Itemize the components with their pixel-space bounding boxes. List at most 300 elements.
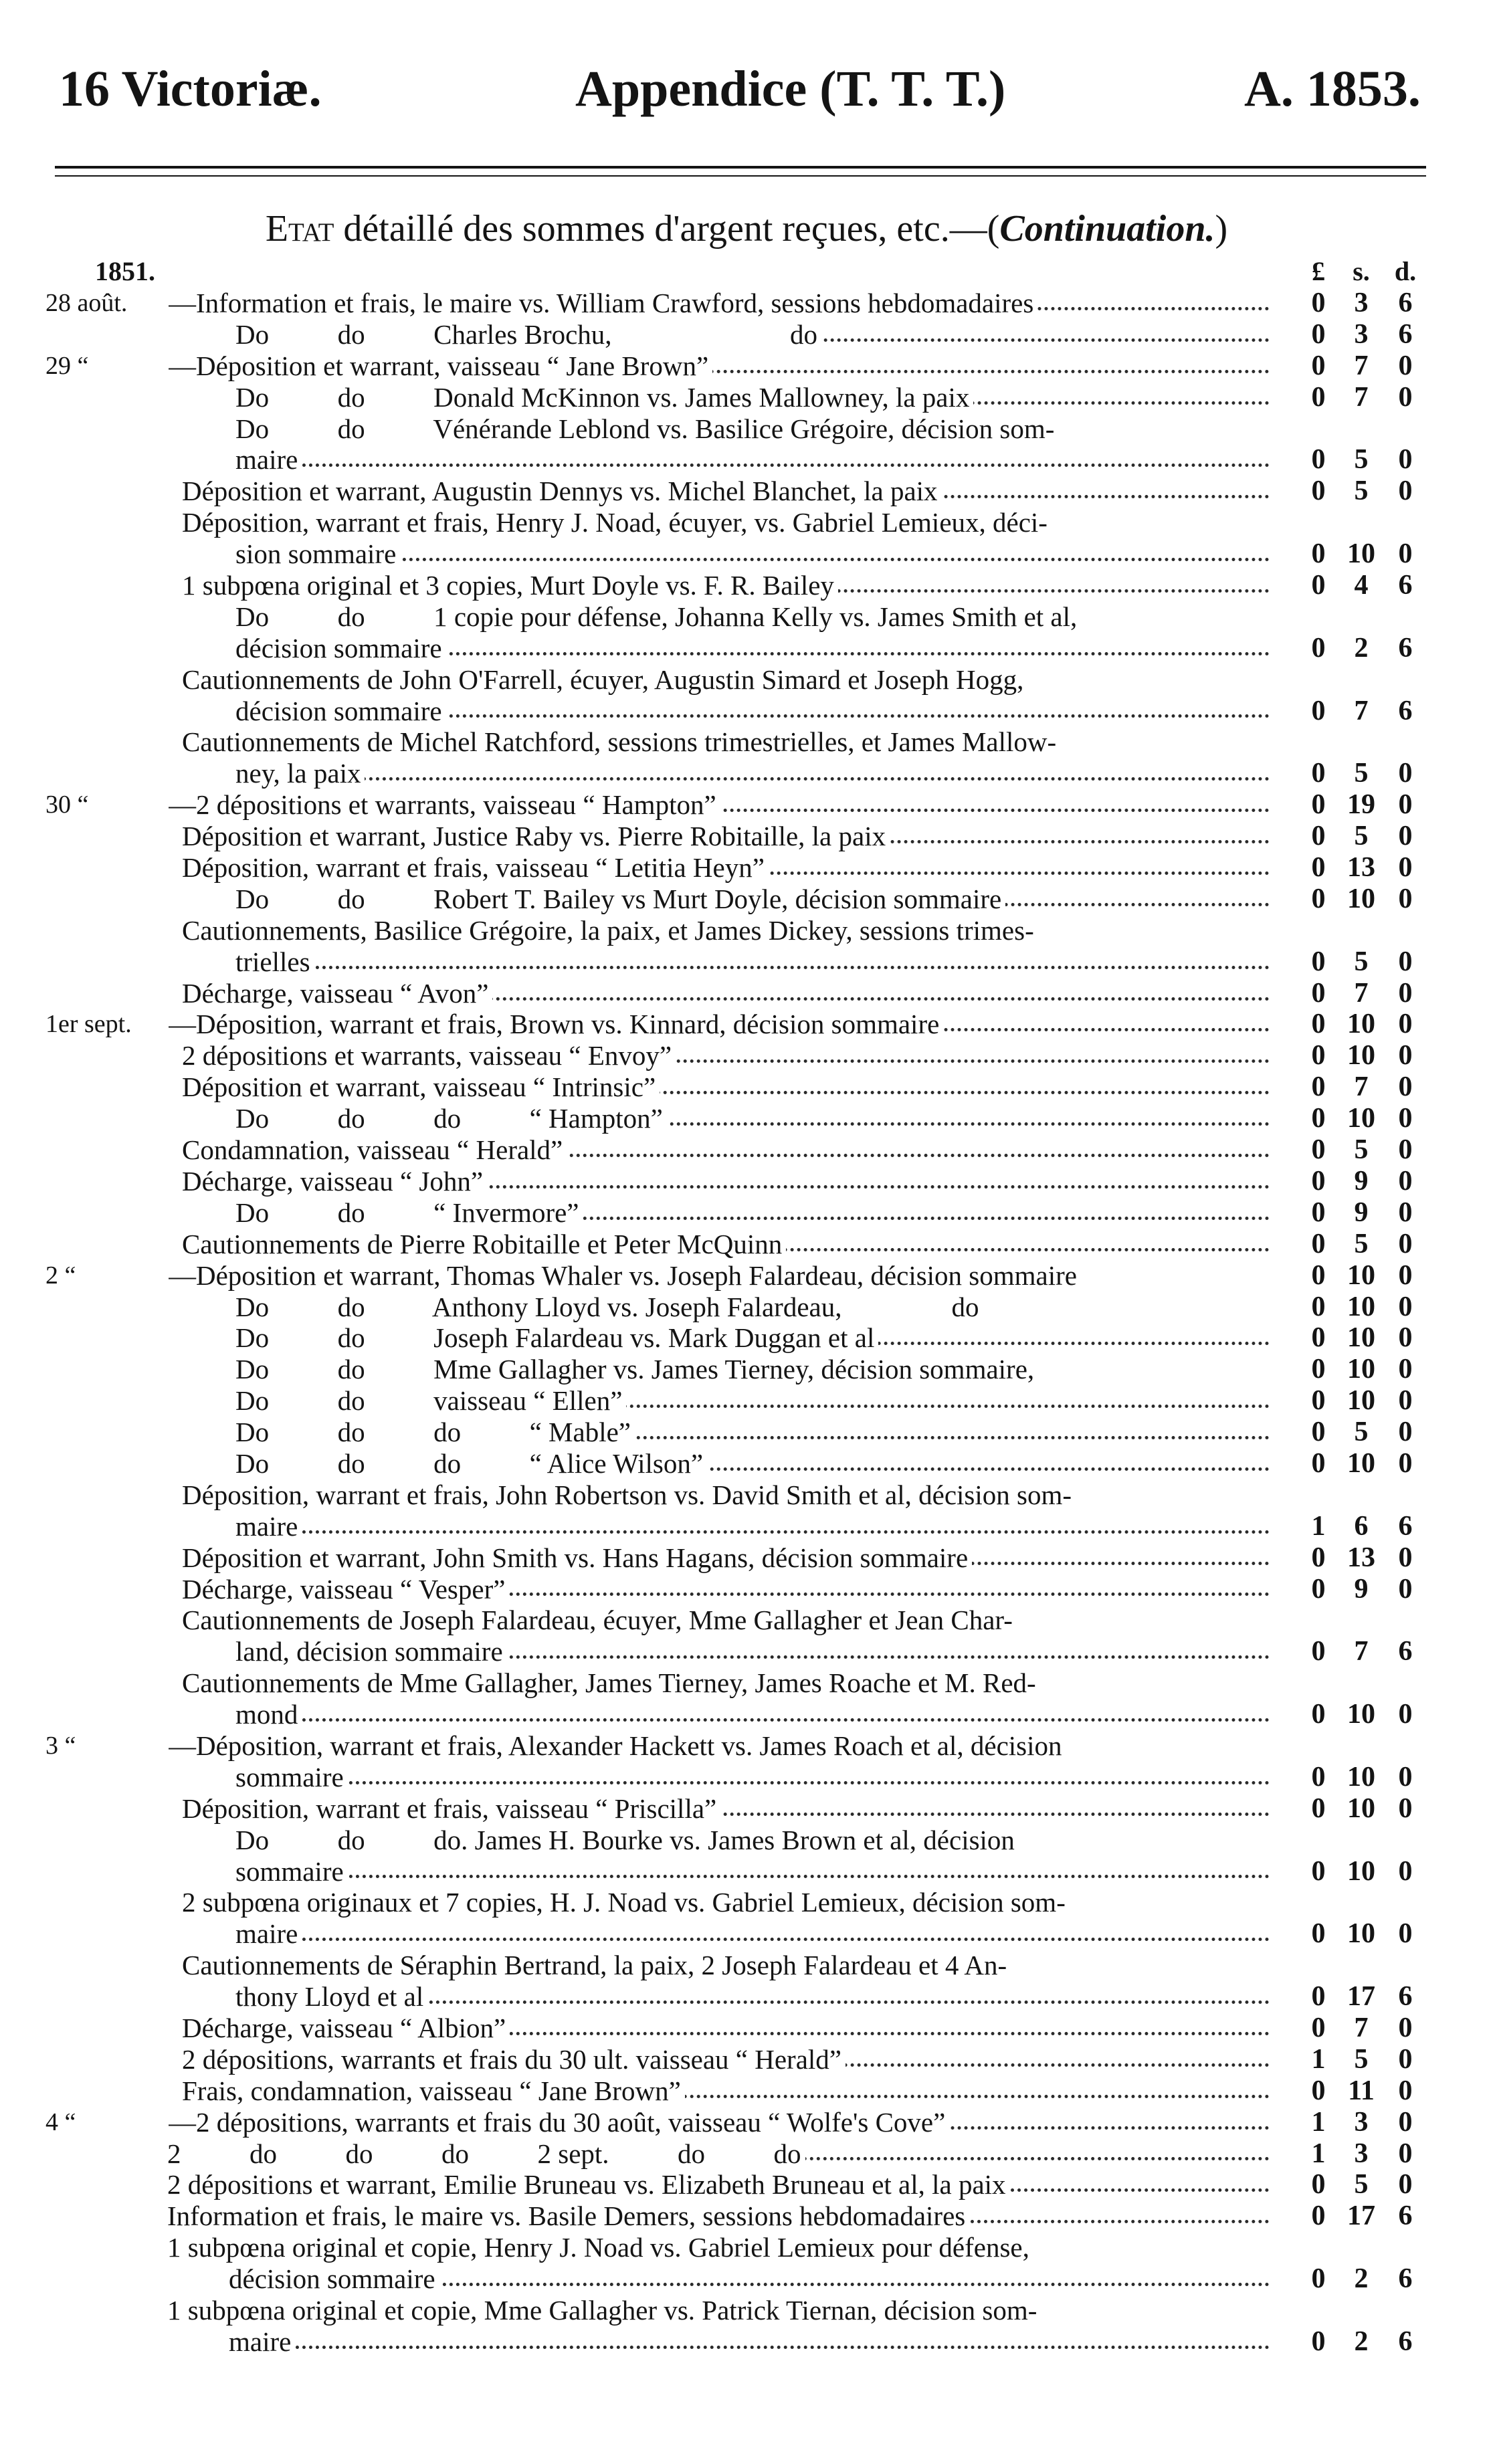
row-pounds: 0 <box>1311 2326 1326 2357</box>
row-description <box>235 633 1272 664</box>
row-pence: 0 <box>1398 2169 1413 2200</box>
row-shillings: 10 <box>1347 1761 1375 1792</box>
row-pence: 0 <box>1398 1259 1413 1291</box>
row-description-text: sion sommaire <box>235 538 400 569</box>
row-pence: 6 <box>1398 2326 1413 2357</box>
year-label: 1851. <box>95 256 155 286</box>
row-shillings: 10 <box>1347 1354 1375 1385</box>
row-description-text: Cautionnements de Mme Gallagher, James Tierney, James Roache et M. Red- <box>182 1667 1040 1698</box>
row-description <box>235 1918 1272 1950</box>
row-pounds: 0 <box>1311 1447 1326 1479</box>
pounds-header: £ <box>1312 256 1325 286</box>
ledger-row <box>0 601 1493 633</box>
row-description-text: Cautionnements de Michel Ratchford, sessions trimestrielles, et James Mallow- <box>182 726 1060 757</box>
row-pence: 0 <box>1398 2106 1413 2138</box>
ledger-row <box>0 1636 1493 1667</box>
row-description <box>235 1448 1272 1479</box>
ledger-row <box>0 2107 1493 2138</box>
row-shillings: 5 <box>1354 2169 1369 2200</box>
row-shillings: 17 <box>1347 1981 1375 2013</box>
row-pence: 0 <box>1398 1291 1413 1322</box>
row-description <box>235 884 1272 915</box>
ledger-row <box>0 2169 1493 2200</box>
row-pounds: 0 <box>1311 444 1326 476</box>
row-description-text: Do do do “ Alice Wilson” <box>235 1448 707 1479</box>
ledger-row <box>0 444 1493 476</box>
ledger-row <box>0 2295 1493 2326</box>
ledger-row <box>0 1448 1493 1479</box>
row-shillings: 10 <box>1347 1699 1375 1730</box>
ledger-row <box>0 382 1493 413</box>
row-shillings: 5 <box>1354 821 1369 852</box>
row-description <box>169 1009 1272 1040</box>
row-description <box>235 319 1272 350</box>
row-shillings: 10 <box>1347 538 1375 570</box>
ledger-row <box>0 1322 1493 1354</box>
row-pounds: 1 <box>1311 2138 1326 2169</box>
row-date: 2 “ <box>45 1261 76 1290</box>
ledger-row <box>0 1542 1493 1574</box>
column-headers <box>0 255 1493 288</box>
row-description-text: trielles <box>235 946 314 977</box>
row-pence: 6 <box>1398 2200 1413 2232</box>
row-description <box>182 1574 1272 1605</box>
row-pence: 0 <box>1398 381 1413 413</box>
row-pounds: 0 <box>1311 1573 1326 1605</box>
row-description-text: —Déposition et warrant, vaisseau “ Jane Brown” <box>169 350 712 381</box>
row-description <box>182 2013 1272 2044</box>
row-description <box>167 2138 1272 2170</box>
ledger-row <box>0 1981 1493 2013</box>
row-shillings: 10 <box>1347 1447 1375 1479</box>
ledger-row <box>0 538 1493 570</box>
row-description-text: land, décision sommaire <box>235 1636 507 1667</box>
row-pence: 6 <box>1398 1981 1413 2013</box>
row-description-text: Déposition et warrant, John Smith vs. Hans Hagans, décision sommaire <box>182 1542 972 1573</box>
row-pence: 0 <box>1398 1228 1413 1259</box>
row-description <box>235 1762 1272 1793</box>
row-shillings: 5 <box>1354 1228 1369 1259</box>
row-pounds: 0 <box>1311 977 1326 1009</box>
row-pounds: 0 <box>1311 1981 1326 2013</box>
row-shillings: 7 <box>1354 695 1369 726</box>
row-pence: 0 <box>1398 1447 1413 1479</box>
row-description <box>235 758 1272 789</box>
row-shillings: 5 <box>1354 444 1369 476</box>
ledger-row <box>0 633 1493 664</box>
title-lead: Etat <box>265 208 334 249</box>
ledger-row <box>0 1292 1493 1323</box>
ledger-row <box>0 288 1493 319</box>
row-pence: 0 <box>1398 2138 1413 2169</box>
row-shillings: 10 <box>1347 1103 1375 1134</box>
row-pounds: 0 <box>1311 946 1326 977</box>
ledger-row <box>0 1950 1493 1981</box>
row-pounds: 0 <box>1311 1542 1326 1573</box>
row-description <box>182 570 1272 601</box>
ledger-row <box>0 946 1493 978</box>
row-description <box>169 1730 1272 1762</box>
row-pounds: 0 <box>1311 821 1326 852</box>
ledger-row <box>0 507 1493 538</box>
header-rule-thin <box>55 175 1426 177</box>
row-description <box>235 696 1272 727</box>
ledger-row <box>0 1385 1493 1417</box>
row-description <box>235 1417 1272 1448</box>
row-shillings: 10 <box>1347 1291 1375 1322</box>
row-description-text: 1 subpœna original et copie, Mme Gallagher vs. Patrick Tiernan, décision som- <box>167 2295 1041 2326</box>
row-pounds: 0 <box>1311 1228 1326 1259</box>
row-description <box>182 476 1272 507</box>
row-pounds: 0 <box>1311 1134 1326 1166</box>
row-pounds: 0 <box>1311 381 1326 413</box>
row-pounds: 0 <box>1311 318 1326 350</box>
row-shillings: 9 <box>1354 1165 1369 1197</box>
row-pounds: 0 <box>1311 1040 1326 1071</box>
row-description <box>167 2169 1272 2200</box>
row-description <box>182 726 1272 758</box>
row-pence: 6 <box>1398 1510 1413 1542</box>
row-pence: 0 <box>1398 758 1413 789</box>
row-description <box>235 1981 1272 2013</box>
row-pence: 0 <box>1398 2075 1413 2106</box>
row-pence: 6 <box>1398 695 1413 726</box>
row-date: 28 août. <box>45 289 128 317</box>
row-shillings: 3 <box>1354 2138 1369 2169</box>
row-shillings: 10 <box>1347 1385 1375 1417</box>
row-description-text: 1 subpœna original et 3 copies, Murt Doyle vs. F. R. Bailey <box>182 570 838 601</box>
row-pounds: 0 <box>1311 1291 1326 1322</box>
row-description <box>167 2232 1272 2263</box>
row-pounds: 0 <box>1311 632 1326 663</box>
row-description <box>182 915 1272 946</box>
row-description-text: Déposition, warrant et frais, Henry J. Noad, écuyer, vs. Gabriel Lemieux, déci- <box>182 507 1052 538</box>
row-shillings: 6 <box>1354 1510 1369 1542</box>
row-shillings: 13 <box>1347 852 1375 884</box>
pence-header: d. <box>1394 256 1417 286</box>
row-description-text: Décharge, vaisseau “ John” <box>182 1166 487 1197</box>
row-shillings: 3 <box>1354 288 1369 318</box>
row-shillings: 10 <box>1347 1009 1375 1040</box>
row-description <box>182 1479 1272 1511</box>
row-description-text: sommaire <box>235 1856 348 1887</box>
row-pence: 6 <box>1398 632 1413 663</box>
row-description-text: 2 subpœna originaux et 7 copies, H. J. Noad vs. Gabriel Lemieux, décision som- <box>182 1887 1070 1918</box>
row-description-text: 2 dépositions et warrants, vaisseau “ Envoy” <box>182 1040 676 1071</box>
row-pounds: 0 <box>1311 695 1326 726</box>
ledger-row <box>0 1762 1493 1793</box>
row-pence: 0 <box>1398 1009 1413 1040</box>
ledger-row <box>0 1354 1493 1385</box>
row-pounds: 0 <box>1311 1699 1326 1730</box>
row-pounds: 0 <box>1311 2012 1326 2043</box>
row-description-text: Do do Charles Brochu, do <box>235 319 821 350</box>
header-left: 16 Victoriæ. <box>59 61 322 117</box>
row-description <box>182 1166 1272 1197</box>
row-description-text: décision sommaire <box>229 2263 439 2294</box>
row-pence: 0 <box>1398 1165 1413 1197</box>
ledger-row <box>0 884 1493 915</box>
row-pounds: 0 <box>1311 1761 1326 1792</box>
row-description <box>169 288 1272 319</box>
ledger-row <box>0 1071 1493 1103</box>
row-pounds: 0 <box>1311 1165 1326 1197</box>
row-shillings: 5 <box>1354 476 1369 507</box>
row-pence: 0 <box>1398 444 1413 476</box>
row-pence: 6 <box>1398 570 1413 601</box>
ledger-row <box>0 821 1493 852</box>
row-description <box>229 2326 1272 2358</box>
row-pence: 0 <box>1398 883 1413 914</box>
row-description-text: Cautionnements de Séraphin Bertrand, la paix, 2 Joseph Falardeau et 4 An- <box>182 1950 1011 1980</box>
row-pounds: 0 <box>1311 1197 1326 1228</box>
row-pounds: 0 <box>1311 852 1326 884</box>
row-description-text: mond <box>235 1699 302 1730</box>
row-pence: 0 <box>1398 1103 1413 1134</box>
row-description-text: Déposition, warrant et frais, vaisseau “ Priscilla” <box>182 1793 720 1824</box>
ledger-row <box>0 1260 1493 1292</box>
ledger-row <box>0 319 1493 350</box>
row-pence: 6 <box>1398 318 1413 350</box>
row-shillings: 9 <box>1354 1573 1369 1605</box>
row-pence: 0 <box>1398 1134 1413 1166</box>
row-shillings: 10 <box>1347 1259 1375 1291</box>
ledger-row <box>0 1793 1493 1825</box>
row-shillings: 7 <box>1354 2012 1369 2043</box>
row-pence: 0 <box>1398 2012 1413 2043</box>
row-pounds: 0 <box>1311 883 1326 914</box>
row-description-text: maire <box>235 444 302 475</box>
row-description <box>182 1040 1272 1071</box>
row-pounds: 1 <box>1311 1510 1326 1542</box>
ledger-row <box>0 1040 1493 1071</box>
row-pounds: 0 <box>1311 1792 1326 1824</box>
running-header <box>0 0 1493 147</box>
row-description-text: 1 subpœna original et copie, Henry J. Noad vs. Gabriel Lemieux pour défense, <box>167 2232 1033 2263</box>
row-description-text: Décharge, vaisseau “ Avon” <box>182 978 492 1009</box>
row-pounds: 1 <box>1311 2106 1326 2138</box>
ledger-row <box>0 696 1493 727</box>
row-description <box>169 350 1272 382</box>
row-description-text: maire <box>229 2326 295 2357</box>
row-shillings: 19 <box>1347 789 1375 821</box>
row-description <box>235 1385 1272 1417</box>
row-shillings: 10 <box>1347 1918 1375 1950</box>
row-shillings: 9 <box>1354 1197 1369 1228</box>
row-shillings: 11 <box>1348 2075 1375 2106</box>
ledger-row <box>0 1229 1493 1260</box>
row-pounds: 0 <box>1311 1259 1326 1291</box>
row-description-text: Do do Vénérande Leblond vs. Basilice Grégoire, décision som- <box>235 413 1058 444</box>
row-description-text: 2 do do do 2 sept. do do <box>167 2138 805 2169</box>
row-description-text: 2 dépositions, warrants et frais du 30 ult. vaisseau “ Herald” <box>182 2044 845 2075</box>
row-description <box>182 507 1272 538</box>
row-description-text: décision sommaire <box>235 696 446 726</box>
row-pounds: 0 <box>1311 1636 1326 1667</box>
row-description-text: Do do vaisseau “ Ellen” <box>235 1385 626 1416</box>
row-description <box>182 852 1272 884</box>
row-description <box>182 1605 1272 1636</box>
row-description-text: 2 dépositions et warrant, Emilie Bruneau vs. Elizabeth Bruneau et al, la paix <box>167 2169 1010 2200</box>
row-pounds: 0 <box>1311 1009 1326 1040</box>
row-pounds: 0 <box>1311 2075 1326 2106</box>
row-description <box>182 1667 1272 1699</box>
row-description <box>235 382 1272 413</box>
row-description-text: Information et frais, le maire vs. Basile Demers, sessions hebdomadaires <box>167 2200 969 2231</box>
row-description-text: —Déposition et warrant, Thomas Whaler vs. Joseph Falardeau, décision sommaire <box>169 1260 1081 1291</box>
row-shillings: 3 <box>1354 318 1369 350</box>
row-pence: 6 <box>1398 2263 1413 2295</box>
row-pounds: 0 <box>1311 350 1326 381</box>
row-description <box>182 2044 1272 2075</box>
row-pounds: 1 <box>1311 2043 1326 2075</box>
row-date: 30 “ <box>45 791 89 819</box>
row-description <box>235 1292 1272 1323</box>
ledger-row <box>0 915 1493 946</box>
row-description <box>235 601 1272 633</box>
ledger-row <box>0 1825 1493 1856</box>
row-description <box>169 1260 1272 1292</box>
row-date: 4 “ <box>45 2108 76 2136</box>
row-description-text: thony Lloyd et al <box>235 1981 427 2012</box>
row-pence: 0 <box>1398 1417 1413 1448</box>
ledger-row <box>0 2263 1493 2295</box>
row-description <box>235 538 1272 570</box>
ledger-row <box>0 2044 1493 2075</box>
ledger-row <box>0 413 1493 445</box>
row-description-text: Déposition et warrant, Augustin Dennys vs. Michel Blanchet, la paix <box>182 476 942 506</box>
row-shillings: 5 <box>1354 946 1369 977</box>
ledger-row <box>0 1417 1493 1448</box>
row-description <box>169 789 1272 821</box>
ledger-row <box>0 1197 1493 1229</box>
row-description-text: Déposition, warrant et frais, John Robertson vs. David Smith et al, décision som- <box>182 1479 1076 1510</box>
title-continuation: Continuation. <box>999 208 1215 249</box>
ledger-row <box>0 2326 1493 2358</box>
row-pounds: 0 <box>1311 1855 1326 1887</box>
row-pence: 6 <box>1398 1636 1413 1667</box>
row-date: 1er sept. <box>45 1010 132 1039</box>
row-description-text: Décharge, vaisseau “ Albion” <box>182 2013 510 2043</box>
ledger-row <box>0 476 1493 507</box>
row-shillings: 2 <box>1354 632 1369 663</box>
row-pence: 0 <box>1398 1699 1413 1730</box>
row-shillings: 3 <box>1354 2106 1369 2138</box>
row-pounds: 0 <box>1311 1417 1326 1448</box>
row-pounds: 0 <box>1311 2169 1326 2200</box>
row-description-text: Décharge, vaisseau “ Vesper” <box>182 1574 509 1605</box>
row-shillings: 7 <box>1354 977 1369 1009</box>
row-description-text: Frais, condamnation, vaisseau “ Jane Brown” <box>182 2075 685 2106</box>
row-description-text: ney, la paix <box>235 758 365 789</box>
ledger-row <box>0 1479 1493 1511</box>
ledger-row <box>0 1103 1493 1134</box>
row-description <box>169 2107 1272 2138</box>
ledger-row <box>0 1667 1493 1699</box>
row-description <box>235 1197 1272 1229</box>
row-description <box>235 1636 1272 1667</box>
header-rule-thick <box>55 166 1426 169</box>
header-center: Appendice (T. T. T.) <box>575 61 1006 117</box>
row-description-text: Do do Robert T. Bailey vs Murt Doyle, décision sommaire <box>235 884 1005 914</box>
ledger-row <box>0 2138 1493 2170</box>
row-pence: 0 <box>1398 1385 1413 1417</box>
row-pounds: 0 <box>1311 1354 1326 1385</box>
row-description <box>182 1887 1272 1918</box>
row-pence: 0 <box>1398 1071 1413 1103</box>
row-description <box>235 1511 1272 1542</box>
row-shillings: 5 <box>1354 1134 1369 1166</box>
ledger-row <box>0 1856 1493 1887</box>
row-description <box>182 978 1272 1009</box>
row-pence: 0 <box>1398 821 1413 852</box>
row-pounds: 0 <box>1311 570 1326 601</box>
row-description-text: décision sommaire <box>235 633 446 663</box>
table-title <box>0 207 1493 250</box>
row-shillings: 4 <box>1354 570 1369 601</box>
row-shillings: 7 <box>1354 381 1369 413</box>
row-date: 3 “ <box>45 1731 76 1760</box>
row-description <box>182 1950 1272 1981</box>
row-description-text: Condamnation, vaisseau “ Herald” <box>182 1134 567 1165</box>
ledger-row <box>0 1699 1493 1730</box>
row-pence: 0 <box>1398 476 1413 507</box>
row-pence: 0 <box>1398 538 1413 570</box>
row-description-text: Do do Mme Gallagher vs. James Tierney, décision sommaire, <box>235 1354 1038 1384</box>
row-description <box>182 1071 1272 1103</box>
row-description-text: —Information et frais, le maire vs. William Crawford, sessions hebdomadaires <box>169 288 1037 318</box>
row-shillings: 10 <box>1347 883 1375 914</box>
ledger-row <box>0 1009 1493 1040</box>
row-description-text: —2 dépositions, warrants et frais du 30 août, vaisseau “ Wolfe's Cove” <box>169 2107 949 2138</box>
row-description-text: Cautionnements, Basilice Grégoire, la paix, et James Dickey, sessions trimes- <box>182 915 1038 946</box>
row-description-text: Do do 1 copie pour défense, Johanna Kelly vs. James Smith et al, <box>235 601 1081 632</box>
row-pence: 0 <box>1398 1040 1413 1071</box>
row-shillings: 5 <box>1354 1417 1369 1448</box>
ledger-row <box>0 789 1493 821</box>
row-pence: 0 <box>1398 789 1413 821</box>
row-description-text: sommaire <box>235 1762 348 1792</box>
row-shillings: 2 <box>1354 2263 1369 2295</box>
ledger-row <box>0 1730 1493 1762</box>
row-shillings: 7 <box>1354 1071 1369 1103</box>
row-pounds: 0 <box>1311 476 1326 507</box>
row-description-text: maire <box>235 1918 302 1949</box>
row-pence: 0 <box>1398 1855 1413 1887</box>
row-shillings: 7 <box>1354 350 1369 381</box>
ledger-row <box>0 570 1493 601</box>
row-description <box>235 1103 1272 1134</box>
row-description-text: —Déposition, warrant et frais, Alexander Hackett vs. James Roach et al, décision <box>169 1730 1066 1761</box>
row-description <box>235 946 1272 978</box>
row-description-text: Do do Joseph Falardeau vs. Mark Duggan et al <box>235 1322 878 1353</box>
ledger-row <box>0 1166 1493 1197</box>
ledger-row <box>0 1605 1493 1636</box>
row-pence: 0 <box>1398 1542 1413 1573</box>
row-pounds: 0 <box>1311 2263 1326 2295</box>
ledger-row <box>0 758 1493 789</box>
row-pounds: 0 <box>1311 288 1326 318</box>
shillings-header: s. <box>1353 256 1370 286</box>
row-description <box>182 1793 1272 1825</box>
row-description <box>182 1134 1272 1166</box>
row-description <box>235 444 1272 476</box>
row-shillings: 17 <box>1347 2200 1375 2232</box>
row-description-text: Cautionnements de Joseph Falardeau, écuyer, Mme Gallagher et Jean Char- <box>182 1605 1017 1635</box>
row-date: 29 “ <box>45 351 89 380</box>
ledger-row <box>0 2200 1493 2232</box>
row-shillings: 10 <box>1347 1855 1375 1887</box>
